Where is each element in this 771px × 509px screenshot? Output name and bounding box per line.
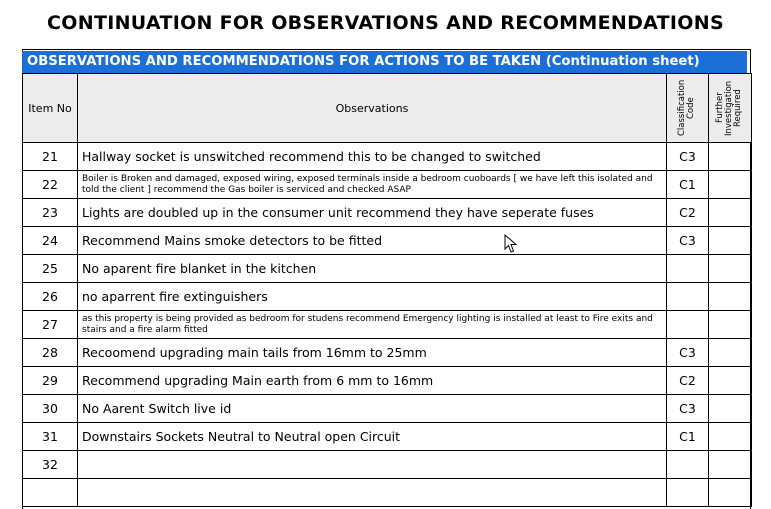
row-item-number: 25 bbox=[23, 255, 78, 283]
table-row bbox=[23, 479, 752, 507]
row-further-investigation bbox=[709, 423, 752, 451]
header-classification-code-label: Classification Code bbox=[676, 79, 696, 137]
row-further-investigation bbox=[709, 451, 752, 479]
mouse-pointer-icon bbox=[504, 234, 518, 254]
header-classification-code bbox=[667, 74, 709, 143]
row-item-number: 27 bbox=[23, 311, 78, 339]
row-observation-text: Boiler is Broken and damaged, exposed wiring, exposed terminals inside a bedroom cuoboards [ we have left this isolated and told the client ] recommend the Gas boiler is serviced and checked ASAP bbox=[78, 171, 667, 199]
row-observation-text: Recoomend upgrading main tails from 16mm to 25mm bbox=[78, 339, 667, 367]
row-item-number bbox=[23, 479, 78, 507]
row-observation-text: Hallway socket is unswitched recommend this to be changed to switched bbox=[78, 143, 667, 171]
row-item-number: 31 bbox=[23, 423, 78, 451]
row-classification-code: C2 bbox=[667, 367, 709, 395]
table-row bbox=[23, 451, 752, 479]
row-observation-text bbox=[78, 479, 667, 507]
row-observation-text: Recommend upgrading Main earth from 6 mm to 16mm bbox=[78, 367, 667, 395]
row-item-number: 21 bbox=[23, 143, 78, 171]
table-row bbox=[23, 367, 752, 395]
header-further-investigation bbox=[709, 74, 752, 143]
row-item-number: 26 bbox=[23, 283, 78, 311]
table-row bbox=[23, 143, 752, 171]
row-observation-text: no aparrent fire extinguishers bbox=[78, 283, 667, 311]
row-classification-code bbox=[667, 479, 709, 507]
row-observation-text: as this property is being provided as bedroom for studens recommend Emergency lighting is installed at least to Fire exits and stairs and a fire alarm fitted bbox=[78, 311, 667, 339]
row-classification-code: C1 bbox=[667, 423, 709, 451]
row-further-investigation bbox=[709, 395, 752, 423]
row-observation-text: Recommend Mains smoke detectors to be fitted bbox=[78, 227, 667, 255]
row-observation-text bbox=[78, 451, 667, 479]
row-classification-code: C1 bbox=[667, 171, 709, 199]
row-further-investigation bbox=[709, 227, 752, 255]
header-item-no: Item No bbox=[23, 74, 78, 143]
row-further-investigation bbox=[709, 255, 752, 283]
table-row bbox=[23, 227, 752, 255]
table-row bbox=[23, 339, 752, 367]
row-classification-code: C3 bbox=[667, 339, 709, 367]
page-title: CONTINUATION FOR OBSERVATIONS AND RECOMMENDATIONS bbox=[47, 12, 724, 34]
row-classification-code: C3 bbox=[667, 227, 709, 255]
table-row bbox=[23, 171, 752, 199]
row-further-investigation bbox=[709, 199, 752, 227]
header-observations: Observations bbox=[78, 74, 667, 143]
row-item-number: 30 bbox=[23, 395, 78, 423]
header-further-investigation-label: Further Investigation Required bbox=[715, 80, 743, 136]
row-classification-code: C3 bbox=[667, 143, 709, 171]
table-row bbox=[23, 283, 752, 311]
row-classification-code bbox=[667, 283, 709, 311]
row-classification-code bbox=[667, 255, 709, 283]
row-classification-code: C2 bbox=[667, 199, 709, 227]
row-item-number: 29 bbox=[23, 367, 78, 395]
table-row bbox=[23, 311, 752, 339]
row-further-investigation bbox=[709, 367, 752, 395]
row-observation-text: No Aarent Switch live id bbox=[78, 395, 667, 423]
row-observation-text: Downstairs Sockets Neutral to Neutral open Circuit bbox=[78, 423, 667, 451]
row-observation-text: Lights are doubled up in the consumer unit recommend they have seperate fuses bbox=[78, 199, 667, 227]
row-observation-text: No aparent fire blanket in the kitchen bbox=[78, 255, 667, 283]
table-row bbox=[23, 199, 752, 227]
table-row bbox=[23, 423, 752, 451]
row-classification-code bbox=[667, 451, 709, 479]
row-item-number: 32 bbox=[23, 451, 78, 479]
table-row bbox=[23, 395, 752, 423]
row-item-number: 28 bbox=[23, 339, 78, 367]
row-item-number: 22 bbox=[23, 171, 78, 199]
row-item-number: 23 bbox=[23, 199, 78, 227]
observations-table bbox=[22, 73, 752, 507]
row-item-number: 24 bbox=[23, 227, 78, 255]
row-further-investigation bbox=[709, 143, 752, 171]
row-classification-code bbox=[667, 311, 709, 339]
row-further-investigation bbox=[709, 479, 752, 507]
section-banner: OBSERVATIONS AND RECOMMENDATIONS FOR ACTIONS TO BE TAKEN (Continuation sheet) bbox=[22, 51, 747, 73]
row-further-investigation bbox=[709, 339, 752, 367]
table-header-row bbox=[23, 74, 752, 143]
row-classification-code: C3 bbox=[667, 395, 709, 423]
row-further-investigation bbox=[709, 171, 752, 199]
row-further-investigation bbox=[709, 283, 752, 311]
table-row bbox=[23, 255, 752, 283]
row-further-investigation bbox=[709, 311, 752, 339]
